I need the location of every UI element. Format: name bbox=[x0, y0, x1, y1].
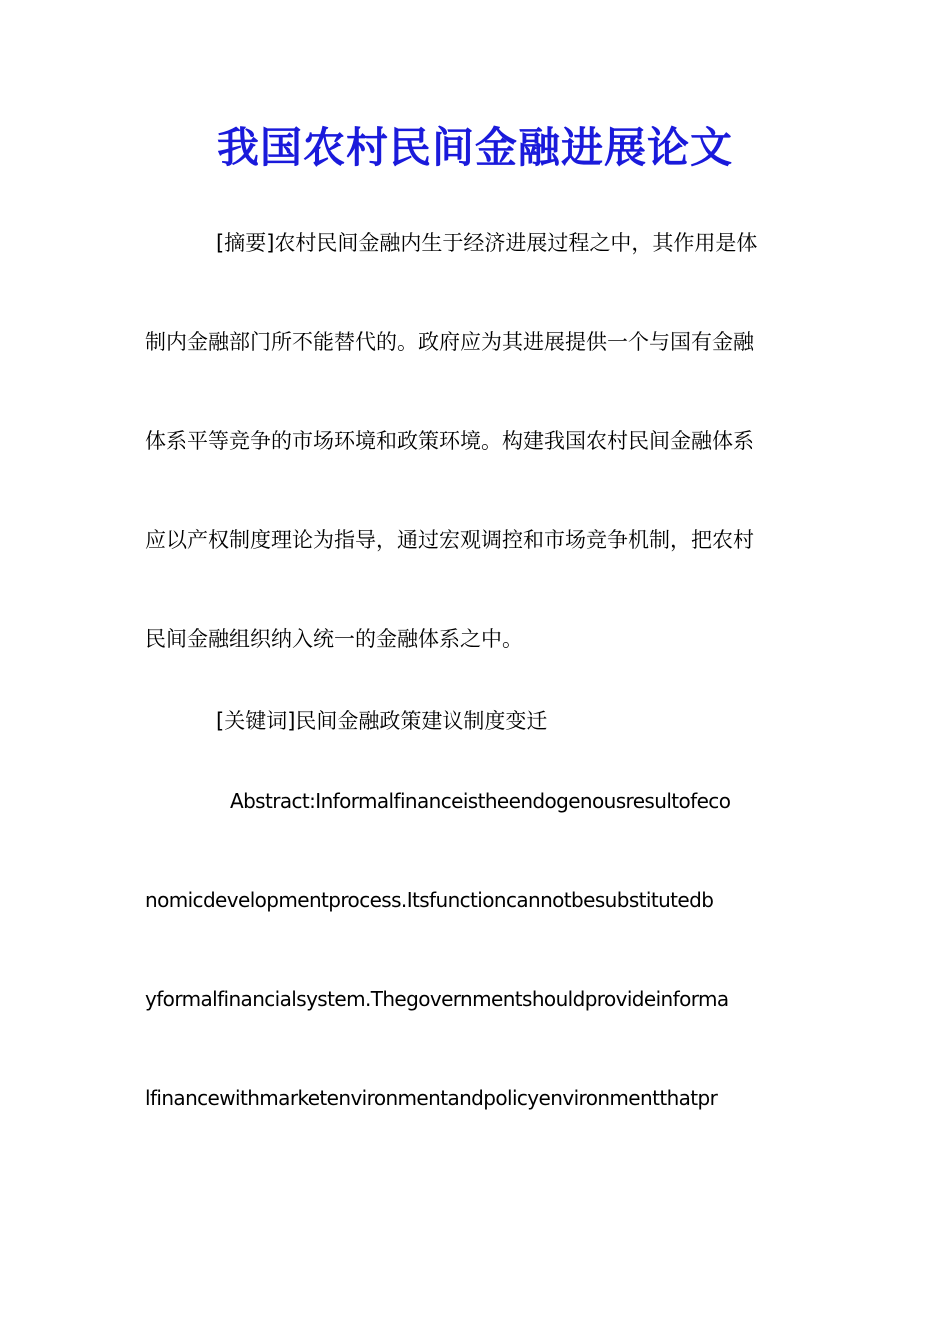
abstract-en-line: nomicdevelopmentprocess.Itsfunctioncannotbesubstitutedb bbox=[145, 888, 714, 912]
keywords-line: [关键词]民间金融政策建议制度变迁 bbox=[216, 709, 548, 733]
abstract-en-line: yformalfinancialsystem.Thegovernmentshouldprovideinforma bbox=[145, 987, 729, 1011]
abstract-en-line: lfinancewithmarketenvironmentandpolicyenvironmentthatpr bbox=[145, 1086, 718, 1110]
abstract-cn-line: 体系平等竞争的市场环境和政策环境。构建我国农村民间金融体系 bbox=[145, 429, 754, 453]
abstract-cn-line: 应以产权制度理论为指导，通过宏观调控和市场竞争机制，把农村 bbox=[145, 528, 754, 552]
abstract-cn-line: [摘要]农村民间金融内生于经济进展过程之中，其作用是体 bbox=[216, 231, 758, 255]
document-title: 我国农村民间金融进展论文 bbox=[216, 123, 733, 172]
abstract-cn-line: 制内金融部门所不能替代的。政府应为其进展提供一个与国有金融 bbox=[145, 330, 754, 354]
abstract-en-line: Abstract:Informalfinanceistheendogenousresultofeco bbox=[230, 789, 731, 813]
abstract-cn-line: 民间金融组织纳入统一的金融体系之中。 bbox=[145, 627, 523, 651]
